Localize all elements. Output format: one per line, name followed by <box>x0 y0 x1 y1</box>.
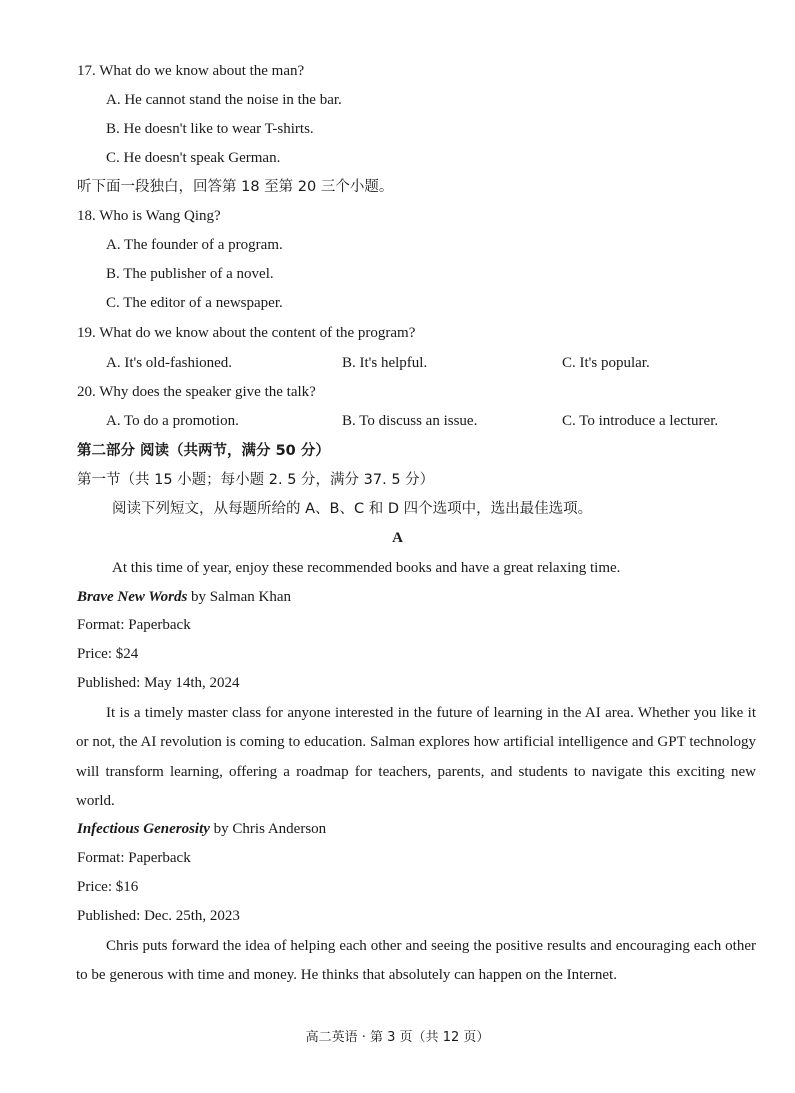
book-1-heading <box>77 587 291 607</box>
book-2-heading <box>77 819 326 839</box>
question-19-stem: 19. What do we know about the content of the program? <box>77 325 416 341</box>
reading-instruction: 阅读下列短文，从每题所给的 A、B、C 和 D 四个选项中，选出最佳选项。 <box>112 501 593 517</box>
question-18-option-c: C. The editor of a newspaper. <box>106 295 283 311</box>
question-19-option-b: B. It's helpful. <box>342 355 428 371</box>
book-1-title: Brave New Words <box>77 589 188 605</box>
book-1-description: It is a timely master class for anyone interested in the future of learning in the AI area. Whether you like it or not, the AI revolution is coming to education. Salman explores how artificial intelligence and GPT technology will transform learning, offering a roadmap for teachers, parents, and students to navigate this exciting new world. <box>76 705 756 809</box>
question-19-option-a: A. It's old-fashioned. <box>106 355 233 371</box>
book-1-author: by Salman Khan <box>187 589 292 605</box>
question-17-option-c: C. He doesn't speak German. <box>106 150 281 166</box>
section1-heading: 第一节（共 15 小题；每小题 2. 5 分，满分 37. 5 分） <box>77 472 435 488</box>
question-20-option-b: B. To discuss an issue. <box>342 413 478 429</box>
question-17-option-b: B. He doesn't like to wear T-shirts. <box>106 121 314 137</box>
page-footer: 高二英语 · 第 3 页（共 12 页） <box>305 1030 490 1045</box>
question-18-option-b: B. The publisher of a novel. <box>106 266 274 282</box>
question-17-option-a: A. He cannot stand the noise in the bar. <box>106 92 342 108</box>
question-20-stem: 20. Why does the speaker give the talk? <box>77 384 316 400</box>
question-17-stem: 17. What do we know about the man? <box>77 63 305 79</box>
book-1-price: Price: $24 <box>77 646 139 662</box>
book-2-format: Format: Paperback <box>77 850 191 866</box>
book-1-format: Format: Paperback <box>77 617 191 633</box>
question-20-option-c: C. To introduce a lecturer. <box>562 413 719 429</box>
question-20-option-a: A. To do a promotion. <box>106 413 239 429</box>
part2-heading: 第二部分 阅读（共两节，满分 50 分） <box>77 443 330 459</box>
book-1-published: Published: May 14th, 2024 <box>77 675 240 691</box>
book-2-author: by Chris Anderson <box>209 821 327 837</box>
passage-letter: A <box>392 530 403 546</box>
question-19-option-c: C. It's popular. <box>562 355 650 371</box>
book-2-title: Infectious Generosity <box>77 821 210 837</box>
book-2-description: Chris puts forward the idea of helping each other and seeing the positive results and encouraging each other to be generous with time and money. He thinks that absolutely can happen on the Internet. <box>76 938 756 984</box>
question-18-stem: 18. Who is Wang Qing? <box>77 208 221 224</box>
question-18-option-a: A. The founder of a program. <box>106 237 283 253</box>
passage-intro: At this time of year, enjoy these recommended books and have a great relaxing time. <box>112 560 621 576</box>
monologue-instruction: 听下面一段独白，回答第 18 至第 20 三个小题。 <box>77 179 394 195</box>
book-2-published: Published: Dec. 25th, 2023 <box>77 908 240 924</box>
book-2-price: Price: $16 <box>77 879 139 895</box>
